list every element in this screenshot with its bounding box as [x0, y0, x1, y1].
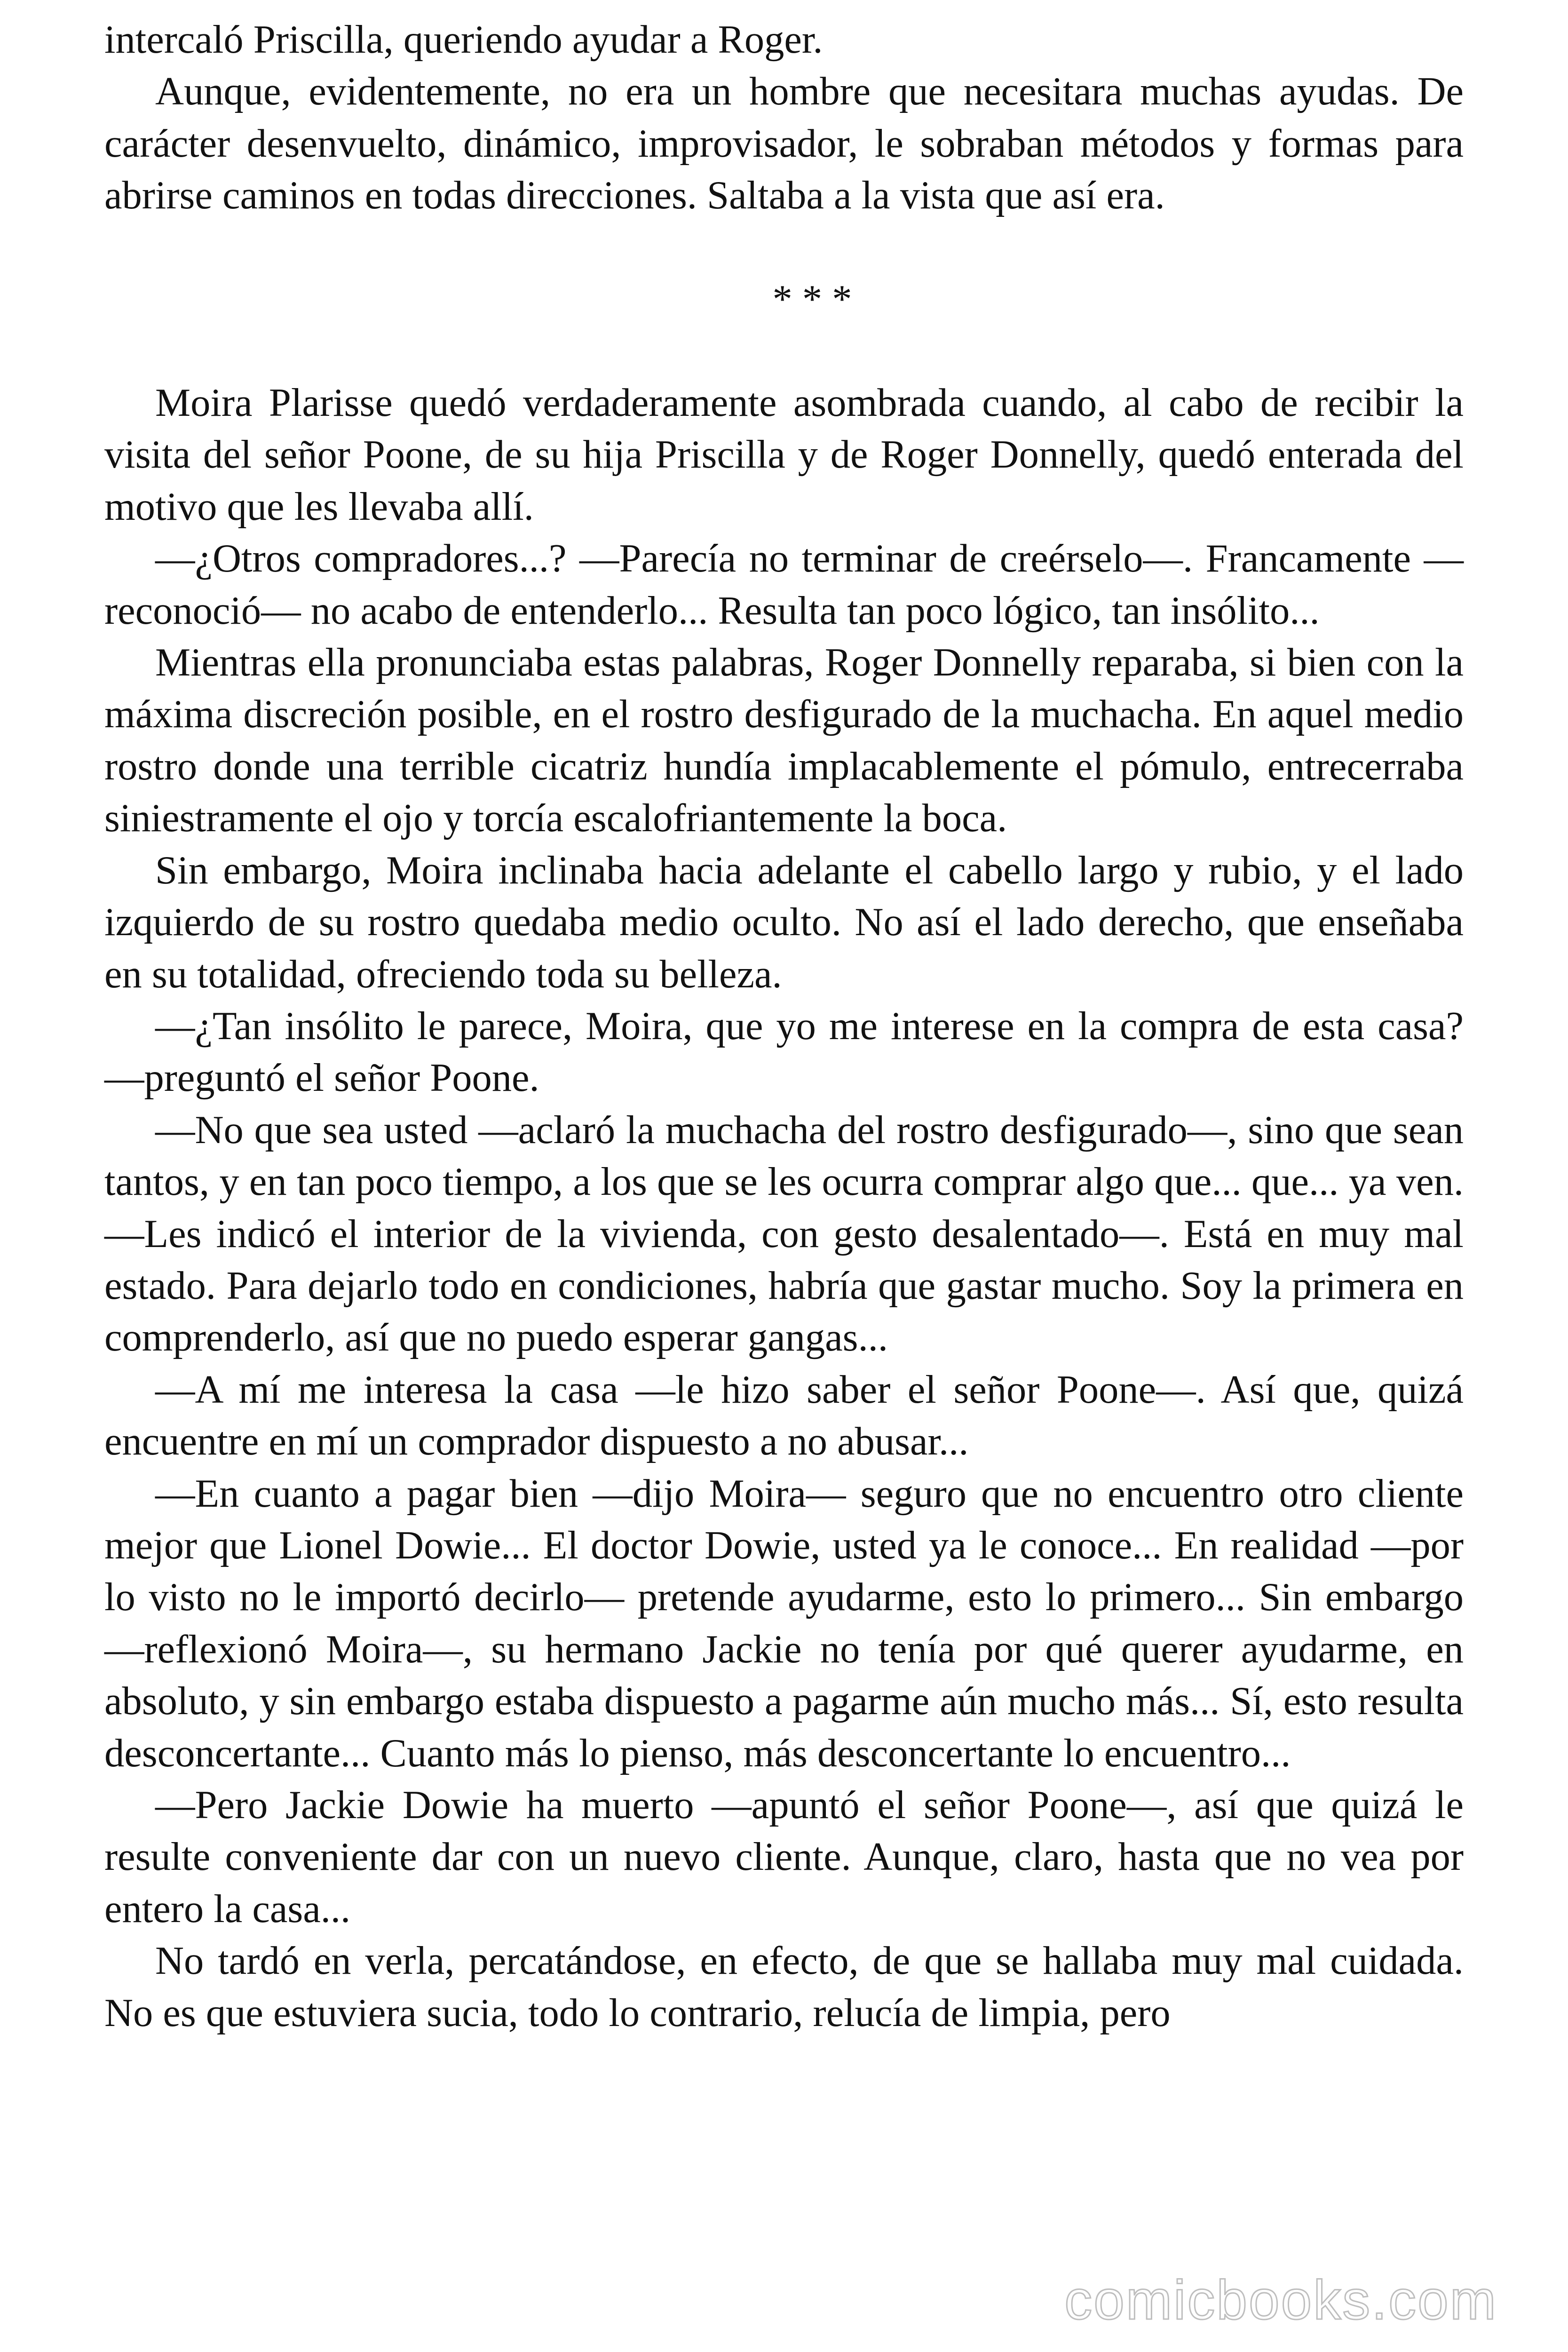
paragraph-3: —¿Otros compradores...? —Parecía no terminar de creérselo—. Francamente —reconoció— no acabo de entenderlo... Resulta tan poco lógico, tan insólito... [104, 537, 1464, 633]
paragraph-6: —¿Tan insólito le parece, Moira, que yo me interese en la compra de esta casa? —preguntó el señor Poone. [104, 1004, 1464, 1100]
paragraph-11: No tardó en verla, percatándose, en efecto, de que se hallaba muy mal cuidada. No es que estuviera sucia, todo lo contrario, relucía de limpia, pero [104, 1939, 1464, 2035]
spacer [104, 222, 1464, 274]
paragraph-9: —En cuanto a pagar bien —dijo Moira— seguro que no encuentro otro cliente mejor que Lionel Dowie... El doctor Dowie, usted ya le conoce... En realidad —por lo visto no le importó decirlo— pretende ayudarme, esto lo primero... Sin embargo —reflexionó Moira—, su hermano Jackie no tenía por qué querer ayudarme, en absoluto, y sin embargo estaba dispuesto a pagarme aún mucho más... Sí, esto resulta desconcertante... Cuanto más lo pienso, más desconcertante lo encuentro... [104, 1471, 1464, 1775]
section-separator: * * * [772, 277, 852, 321]
paragraph-10: —Pero Jackie Dowie ha muerto —apuntó el señor Poone—, así que quizá le resulte conveniente dar con un nuevo cliente. Aunque, claro, hasta que no vea por entero la casa... [104, 1783, 1464, 1931]
watermark: comicbooks.com [1064, 2269, 1497, 2331]
paragraph-0: intercaló Priscilla, queriendo ayudar a Roger. [104, 18, 823, 62]
paragraph-8: —A mí me interesa la casa —le hizo saber el señor Poone—. Así que, quizá encuentre en mí un comprador dispuesto a no abusar... [104, 1367, 1464, 1464]
paragraph-7: —No que sea usted —aclaró la muchacha del rostro desfigurado—, sino que sean tantos, y en tan poco tiempo, a los que se les ocurra comprar algo que... que... ya ven. —Les indicó el interior de la vivienda, con gesto desalentado—. Está en muy mal estado. Para dejarlo todo en condiciones, habría que gastar mucho. Soy la primera en comprenderlo, así que no puedo esperar gangas... [104, 1108, 1464, 1360]
paragraph-5: Sin embargo, Moira inclinaba hacia adelante el cabello largo y rubio, y el lado izquierdo de su rostro quedaba medio oculto. No así el lado derecho, que enseñaba en su totalidad, ofreciendo toda su belleza. [104, 848, 1464, 996]
paragraph-1: Aunque, evidentemente, no era un hombre que necesitara muchas ayudas. De carácter desenvuelto, dinámico, improvisador, le sobraban métodos y formas para abrirse caminos en todas direcciones. Saltaba a la vista que así era. [104, 70, 1464, 218]
paragraph-4: Mientras ella pronunciaba estas palabras, Roger Donnelly reparaba, si bien con la máxima discreción posible, en el rostro desfigurado de la muchacha. En aquel medio rostro donde una terrible cicatriz hundía implacablemente el pómulo, entrecerraba siniestramente el ojo y torcía escalofriantemente la boca. [104, 641, 1464, 841]
spacer [104, 326, 1464, 377]
paragraph-2: Moira Plarisse quedó verdaderamente asombrada cuando, al cabo de recibir la visita del señor Poone, de su hija Priscilla y de Roger Donnelly, quedó enterada del motivo que les llevaba allí. [104, 381, 1464, 529]
page-body [104, 14, 1464, 2039]
